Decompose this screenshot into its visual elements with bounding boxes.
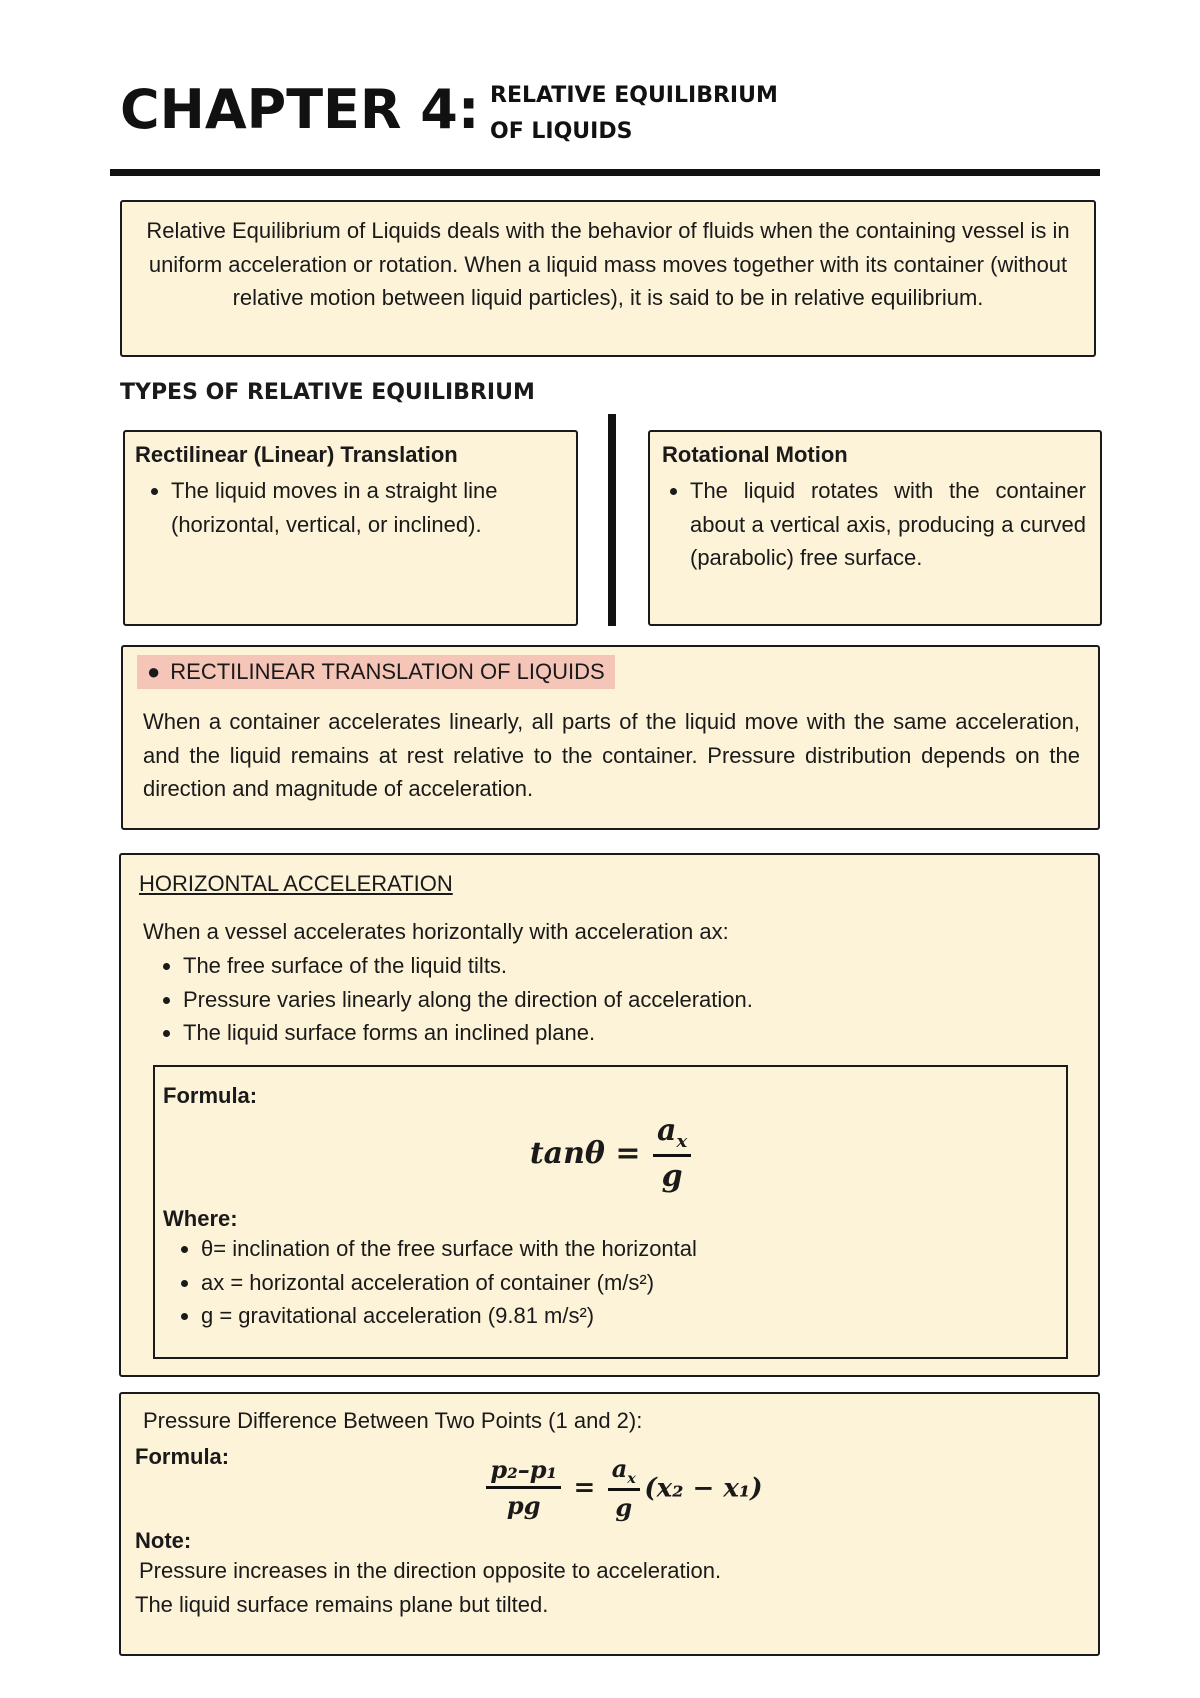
list-item: • The free surface of the liquid tilts. — [183, 949, 753, 983]
note-line-1: Pressure increases in the direction opposite to acceleration. — [139, 1558, 722, 1584]
bullet-icon: ● — [147, 659, 161, 684]
pressure-difference-title: Pressure Difference Between Two Points (1 and 2): — [143, 1408, 643, 1433]
list-item: • ax = horizontal acceleration of container (m/s²) — [201, 1266, 1058, 1300]
rotational-motion-title: Rotational Motion — [662, 442, 848, 467]
horizontal-acceleration-list — [145, 949, 753, 1050]
fraction-denominator: g — [615, 1493, 633, 1523]
chapter-subtitle-line1: RELATIVE EQUILIBRIUM — [490, 83, 778, 108]
formula-label: Formula: — [135, 1443, 230, 1469]
types-heading: TYPES OF RELATIVE EQUILIBRIUM — [120, 380, 535, 405]
equals-sign: = — [573, 1472, 596, 1503]
fraction-denominator: pg — [506, 1491, 541, 1521]
pressure-rhs-fraction — [608, 1454, 640, 1523]
chapter-heading: CHAPTER 4: — [120, 78, 480, 141]
chapter-subtitle-line2: OF LIQUIDS — [490, 119, 633, 144]
pressure-lhs-fraction — [486, 1455, 561, 1520]
formula-lhs: tanθ = — [529, 1136, 641, 1171]
note-line-2: The liquid surface remains plane but tilted. — [135, 1591, 549, 1617]
header-divider — [110, 169, 1100, 176]
horizontal-acceleration-title: HORIZONTAL ACCELERATION — [139, 871, 453, 896]
rotational-motion-list — [662, 474, 1086, 575]
rotational-motion-card — [648, 430, 1102, 626]
list-item: • Pressure varies linearly along the direction of acceleration. — [183, 983, 753, 1017]
tan-theta-formula — [163, 1113, 1058, 1194]
types-divider — [608, 414, 616, 626]
fraction-numerator: $a_x$ — [608, 1454, 640, 1492]
rectilinear-translation-badge-label: RECTILINEAR TRANSLATION OF LIQUIDS — [170, 659, 605, 684]
horizontal-acceleration-lead: When a vessel accelerates horizontally with acceleration ax: — [143, 919, 729, 944]
fraction-numerator: $a_x$ — [653, 1113, 691, 1157]
formula-fraction — [653, 1113, 691, 1194]
list-item: • The liquid surface forms an inclined plane. — [183, 1016, 753, 1050]
list-item: • The liquid moves in a straight line (horizontal, vertical, or inclined). — [171, 474, 566, 541]
formula-label: Formula: — [163, 1083, 258, 1108]
fraction-denominator: g — [661, 1159, 683, 1194]
horizontal-acceleration-box — [119, 853, 1100, 1377]
linear-translation-title: Rectilinear (Linear) Translation — [135, 442, 458, 467]
pressure-difference-box — [119, 1392, 1100, 1656]
rectilinear-translation-box — [121, 645, 1100, 830]
pressure-rhs-tail: (x₂ − x₁) — [644, 1472, 763, 1503]
where-label: Where: — [163, 1206, 238, 1231]
linear-translation-list — [135, 474, 566, 541]
pressure-formula — [135, 1454, 1084, 1523]
where-list — [163, 1232, 1058, 1333]
rectilinear-translation-badge — [137, 655, 615, 689]
rectilinear-translation-text: When a container accelerates linearly, all parts of the liquid move with the same acceleration, and the liquid remains at rest relative to the container. Pressure distribution depends on the direction and magnitude of acceleration. — [143, 709, 1080, 801]
formula-box — [153, 1065, 1068, 1359]
note-label: Note: — [135, 1528, 192, 1554]
intro-box — [120, 200, 1096, 357]
linear-translation-card — [123, 430, 578, 626]
list-item: • θ= inclination of the free surface with the horizontal — [201, 1232, 1058, 1266]
intro-text: Relative Equilibrium of Liquids deals with the behavior of fluids when the containing vessel is in uniform acceleration or rotation. When a liquid mass moves together with its container (without relative motion between liquid particles), it is said to be in relative equilibrium. — [146, 218, 1070, 310]
list-item: • g = gravitational acceleration (9.81 m/s²) — [201, 1299, 1058, 1333]
list-item: • The liquid rotates with the container about a vertical axis, producing a curved (parabolic) free surface. — [690, 474, 1086, 575]
fraction-numerator: p₂–p₁ — [486, 1455, 561, 1489]
chapter-subtitle — [490, 78, 778, 150]
